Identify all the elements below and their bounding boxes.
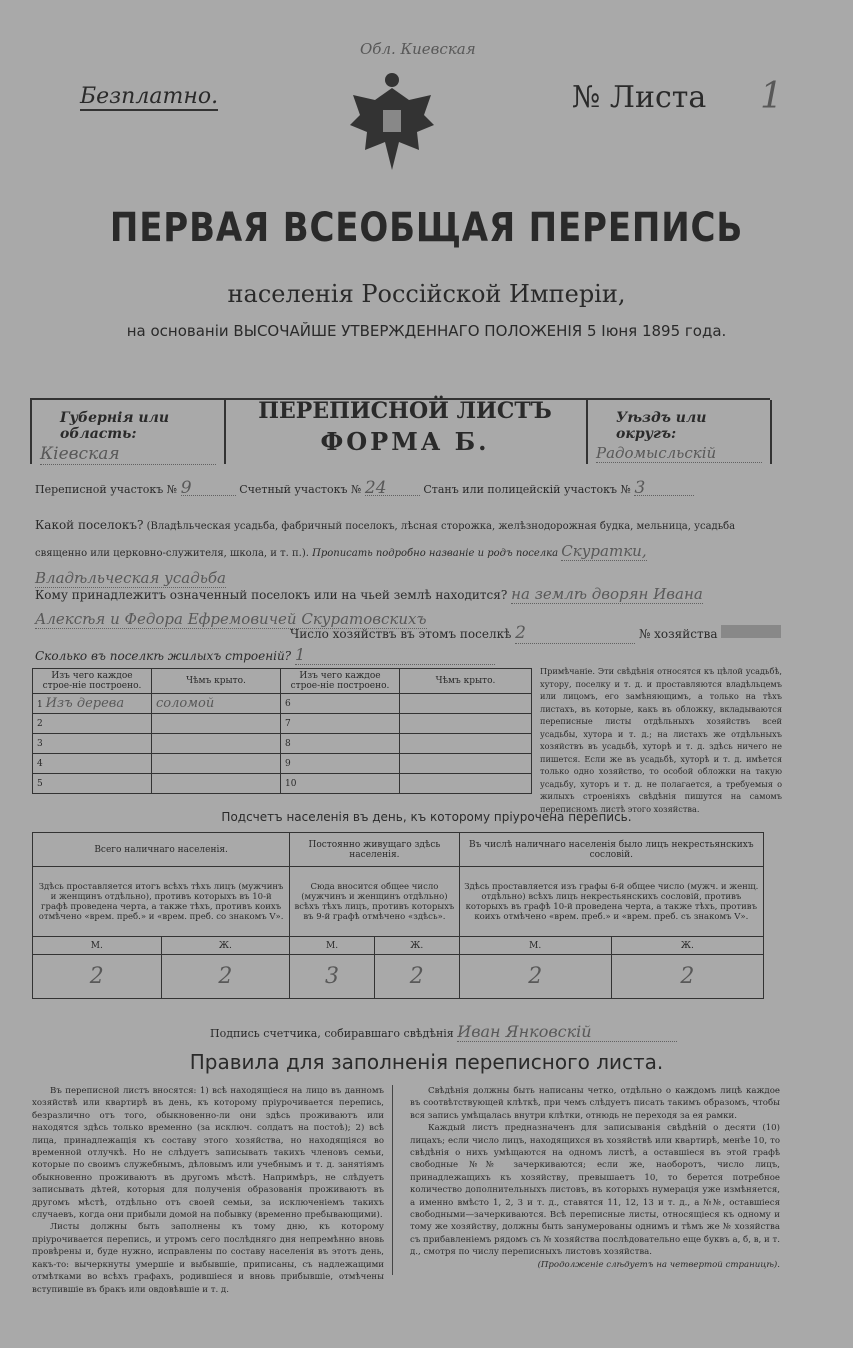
sheet-number-label: № Листа [572,80,707,115]
sheet-number-value: 1 [760,76,783,117]
rules-left-column [32,1085,384,1296]
buildings-label: Сколько въ поселкѣ жилыхъ строеній? [35,649,292,663]
material-value: Изъ дерева [45,696,125,711]
district-label: Уѣздъ или округъ: [616,410,707,442]
permanent-population-header: Постоянно живущаго здѣсь населенія. [290,833,459,867]
settlement-label: Какой поселокъ? [35,518,144,532]
permanent-female-value: 2 [374,955,459,999]
signature-field [210,1022,677,1042]
non-peasant-header: Въ числѣ наличнаго населенія было лицъ некрестьянскихъ сословій. [459,833,763,867]
row-number: 1 [37,700,43,710]
row-number: 6 [281,694,400,714]
legal-basis: на основаніи ВЫСОЧАЙШЕ УТВЕРЖДЕННАГО ПОЛОЖЕНІЯ 5 Іюня 1895 года. [126,322,727,340]
row-number: 7 [281,714,400,734]
page-title: ПЕРВАЯ ВСЕОБЩАЯ ПЕРЕПИСЬ [109,205,744,251]
household-number-label: № хозяйства [638,627,718,641]
sheet-title: ПЕРЕПИСНОЙ ЛИСТЪ [258,398,552,424]
settlement-value: Скуратки, Владѣльческая усадьба [35,542,647,587]
census-district-value: 9 [181,482,236,496]
permanent-population-desc: Сюда вносится общее число (мужчинъ и женщинъ отдѣльно) всѣхъ тѣхъ лицъ, противъ которыхъ въ 9-й графѣ отмѣчено «здѣсь». [290,867,459,937]
row-number: 2 [33,714,152,734]
count-district-label: Счетный участокъ № [239,483,362,496]
settlement-hint-italic: Прописать подробно названіе и родъ поселка [312,548,559,559]
rule-paragraph: Въ переписной листъ вносятся: 1) всѣ находящіеся на лицо въ данномъ хозяйствѣ или квартирѣ въ день, къ которому пріурочивается перепись, безразлично отъ того, обыкновенно-ли они здѣсь проживаютъ или находятся здѣсь только временно (за исключ. солдатъ на постоѣ); 2) всѣ лица, принадлежащія къ составу этого хозяйства, но находящіяся во временной отлучкѣ. Но не слѣдуетъ записывать такихъ членовъ семьи, которые по своимъ служебнымъ, дѣловымъ или учебнымъ и т. д. занятіямъ обыкновенно проживаютъ въ другомъ мѣстѣ. Напримѣръ, не слѣдуетъ записывать дѣтей, которыя для полученія образованія проживаютъ въ другомъ мѣстѣ, отдѣльно отъ своей семьи, за исключеніемъ такихъ случаевъ, когда они прибыли домой на побывку (временно пребывающими). [32,1086,384,1221]
male-label: М. [290,937,375,955]
buildings-table [32,668,532,794]
col-material-2: Изъ чего каждое строе-ніе построено. [281,669,400,694]
buildings-value: 1 [295,645,495,665]
households-value: 2 [515,623,635,644]
row-number: 8 [281,734,400,754]
settlement-field [35,513,775,593]
households-field [290,623,781,644]
total-male-value: 2 [33,955,162,999]
non-peasant-male-value: 2 [459,955,611,999]
col-material: Изъ чего каждое строе-ніе построено. [33,669,152,694]
col-roof: Чѣмъ крыто. [152,669,281,694]
permanent-male-value: 3 [290,955,375,999]
census-district-field [35,478,694,498]
row-number: 3 [33,734,152,754]
police-district-value: 3 [634,482,694,496]
total-female-value: 2 [161,955,290,999]
count-district-value: 24 [365,482,420,496]
row-number: 10 [281,774,400,794]
rule-paragraph: Каждый листъ предназначенъ для записыванія свѣдѣній о десяти (10) лицахъ; если число лицъ, находящихся въ хозяйствѣ или квартирѣ, менѣе 10, то свѣдѣнія о нихъ умѣщаются на одномъ листѣ, а оставшіеся въ этой графѣ свободные №№ зачеркиваются; если же, наоборотъ, число лицъ, принадлежащихъ къ хозяйству, превышаетъ 10, то берется потребное количество дополнительныхъ листовъ, въ которыхъ нумерація уже измѣняется, а именно вмѣсто 1, 2, 3 и т. д., ставятся 11, 12, 13 и т. д., а №№, оставшіеся свободными—зачеркиваются. Всѣ переписные листы, относящіеся къ одному и тому же хозяйству, должны быть занумерованы однимъ и тѣмъ же № хозяйства съ прибавленіемъ рядомъ съ № хозяйства послѣдовательно еще буквъ а, б, в, и т. д., смотря по числу переписныхъ листовъ хозяйства. [410,1123,780,1258]
settlement-hint: (Владѣльческая усадьба, фабричный поселокъ, лѣсная сторожка, желѣзнодорожная будка, мельница, усадьба священно или церковно-служителя, школа, и т. п.). [35,521,736,559]
province-value: Кіевская [40,444,216,465]
row-number: 5 [33,774,152,794]
population-table [32,832,764,999]
rule-paragraph: Свѣдѣнія должны быть написаны четко, отдѣльно о каждомъ лицѣ каждое въ соотвѣтствующей клѣткѣ, при чемъ слѣдуетъ писать такимъ образомъ, чтобы вся запись умѣщалась внутри клѣтки, отнюдь не переходя за ея рамки. [410,1086,780,1121]
buildings-field [35,645,495,665]
col-roof-2: Чѣмъ крыто. [400,669,532,694]
non-peasant-female-value: 2 [611,955,763,999]
rule-paragraph: Листы должны быть заполнены къ тому дню, къ которому пріурочивается перепись, и утромъ сего послѣдняго дня непремѣнно вновь провѣрены и, буде нужно, исправлены по составу населенія въ этотъ день, какъ-то: вычеркнуты умершіе и выбывшіе, приписаны, съ надлежащими отмѣтками во всѣхъ графахъ, родившіеся и вновь прибывшіе, отмѣчены вступившіе въ бракъ или овдовѣвшіе и т. д. [32,1222,384,1295]
total-population-header: Всего наличнаго населенія. [33,833,290,867]
page-subtitle: населенія Россійской Имперіи, [227,280,626,308]
male-label: М. [33,937,162,955]
coat-of-arms-icon [345,70,440,175]
female-label: Ж. [611,937,763,955]
column-divider [392,1085,393,1275]
households-label: Число хозяйствъ въ этомъ поселкѣ [290,627,512,641]
note-text: Примѣчаніе. Эти свѣдѣнія относятся къ цѣлой усадьбѣ, хутору, поселку и т. д. и проставляются владѣльцемъ или лицомъ, его замѣняющимъ, а только на тѣхъ листахъ, въ которые, какъ въ обложку, вкладываются переписные листы отдѣльныхъ хозяйствъ всей усадьбы, хутора и т. д.; на листахъ же отдѣльныхъ хозяйствъ въ усадьбѣ, хуторѣ и т. д. здѣсь ничего не пишется. Если же въ усадьбѣ, хуторѣ и т. д. имѣется только одно хозяйство, то особой обложки на такую усадьбу, хуторъ и т. д. не полагается, а требуемыя о жилыхъ строеніяхъ свѣдѣнія пишутся на самомъ переписномъ листѣ этого хозяйства. [540,666,782,814]
police-district-label: Станъ или полицейскій участокъ № [423,483,631,496]
household-number-redacted [721,625,781,638]
form-header-band [30,398,770,468]
signature-value: Иван Янковскій [457,1022,677,1042]
district-value: Радомысльскій [596,444,762,463]
signature-label: Подпись счетчика, собиравшаго свѣдѣнія [210,1027,454,1040]
continued-note: (Продолженіе слѣдуетъ на четвертой страницѣ). [537,1259,780,1270]
male-label: М. [459,937,611,955]
owner-value: на землѣ дворян Ивана Алексѣя и Федора Ефремовичей Скуратовскихъ [35,585,703,628]
population-title: Подсчетъ населенія въ день, къ которому пріурочена перепись. [221,810,632,824]
province-label: Губернія или область: [60,410,169,442]
owner-label: Кому принадлежитъ означенный поселокъ или на чьей землѣ находится? [35,588,508,602]
form-name: ФОРМА Б. [320,427,490,456]
handwritten-region-note: Обл. Киевская [360,40,476,58]
row-number: 4 [33,754,152,774]
female-label: Ж. [374,937,459,955]
free-label: Безплатно. [80,84,219,109]
female-label: Ж. [161,937,290,955]
rules-right-column [410,1085,780,1271]
census-district-label: Переписной участокъ № [35,483,178,496]
total-population-desc: Здѣсь проставляется итогъ всѣхъ тѣхъ лицъ (мужчинъ и женщинъ отдѣльно), противъ которыхъ въ 10-й графѣ проведена черта, а также тѣхъ, противъ коихъ отмѣчено «врем. преб.» и «врем. преб. со знакомъ V». [33,867,290,937]
rules-title: Правила для заполненія переписного листа. [189,1050,664,1074]
row-number: 9 [281,754,400,774]
roof-value: соломой [152,694,281,714]
non-peasant-desc: Здѣсь проставляется изъ графы 6-й общее число (мужч. и женщ. отдѣльно) всѣхъ лицъ некрестьянскихъ сословій, противъ которыхъ въ графѣ 10-й проведена черта, а также тѣхъ, противъ коихъ отмѣчено «врем. преб.» и «врем. преб. съ знакомъ V». [459,867,763,937]
